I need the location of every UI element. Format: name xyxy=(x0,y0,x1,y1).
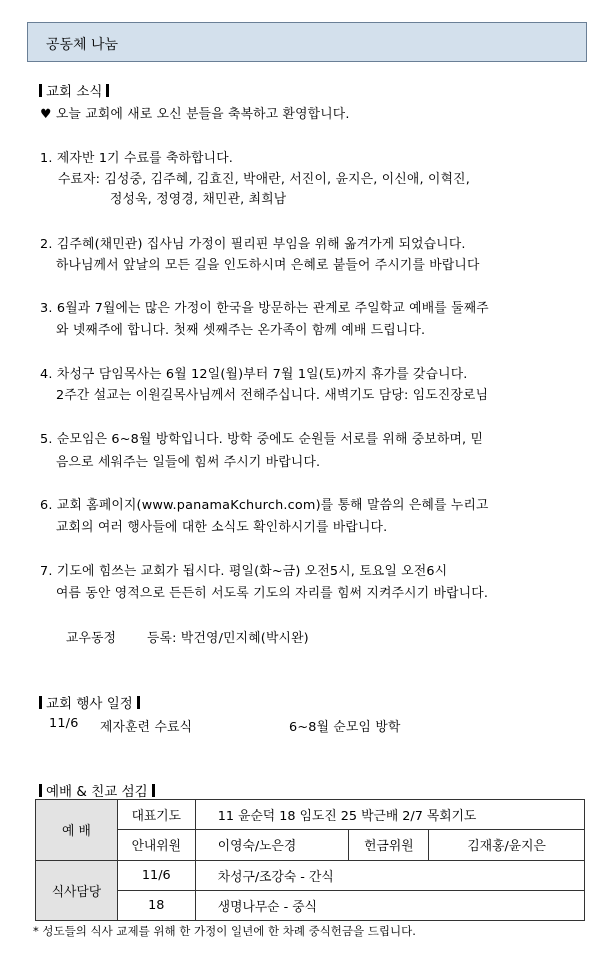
heading-bar-left xyxy=(39,696,42,709)
news-item-1-line-3: 정성욱, 정영경, 채민관, 최희남 xyxy=(110,192,287,207)
service-table xyxy=(35,799,585,921)
heading-bar-left xyxy=(39,84,42,97)
events-heading xyxy=(35,692,144,712)
page-title: 공동체 나눔 xyxy=(46,37,119,53)
welcome-text: ♥ 오늘 교회에 새로 오신 분들을 축복하고 환영합니다. xyxy=(40,107,350,122)
table-row xyxy=(36,800,585,830)
usher-value: 이영숙/노은경 xyxy=(195,830,349,860)
news-item-7-line-1: 7. 기도에 힘쓰는 교회가 됩시다. 평일(화~금) 오전5시, 토요일 오전6시 xyxy=(40,564,448,579)
news-item-2-line-1: 2. 김주혜(채민관) 집사님 가정이 필리핀 부임을 위해 옮겨가게 되었습니다. xyxy=(40,237,466,252)
news-item-3-line-1: 3. 6월과 7월에는 많은 가정이 한국을 방문하는 관계로 주일학교 예배를 둘째주 xyxy=(40,301,489,316)
heading-bar-right xyxy=(106,84,109,97)
news-heading xyxy=(35,80,113,100)
event-1: 제자훈련 수료식 xyxy=(100,720,193,735)
meal-value-2: 생명나무순 - 중식 xyxy=(195,890,584,920)
news-heading-text: 교회 소식 xyxy=(46,84,103,100)
table-row xyxy=(36,860,585,890)
news-item-6-line-1: 6. 교회 홈페이지(www.panamaKchurch.com)를 통해 말씀의 은혜를 누리고 xyxy=(40,498,489,513)
service-heading xyxy=(35,780,159,800)
meal-label: 식사담당 xyxy=(36,860,118,921)
member-news-label: 교우동정 xyxy=(66,631,117,646)
footnote: * 성도들의 식사 교제를 위해 한 가정이 일년에 한 차례 중식헌금을 드립니다. xyxy=(33,924,416,938)
news-item-2-line-2: 하나님께서 앞날의 모든 길을 인도하시며 은혜로 붙들어 주시기를 바랍니다 xyxy=(56,258,480,273)
prayer-label: 대표기도 xyxy=(117,800,195,830)
table-row xyxy=(36,890,585,920)
heading-bar-right xyxy=(152,784,155,797)
event-2: 6~8월 순모임 방학 xyxy=(289,720,401,735)
events-heading-text: 교회 행사 일정 xyxy=(46,696,133,712)
meal-date-1: 11/6 xyxy=(117,860,195,890)
member-news-text: 등록: 박건영/민지혜(박시완) xyxy=(147,631,309,646)
usher-label: 안내위원 xyxy=(117,830,195,860)
worship-label: 예 배 xyxy=(36,800,118,861)
news-item-1-line-2: 수료자: 김성중, 김주혜, 김효진, 박애란, 서진이, 윤지은, 이신애, 이혁진, xyxy=(58,172,470,187)
meal-date-2: 18 xyxy=(117,890,195,920)
news-item-6-line-2: 교회의 여러 행사들에 대한 소식도 확인하시기를 바랍니다. xyxy=(56,520,388,535)
event-date-1: 11/6 xyxy=(49,716,79,731)
page-header xyxy=(27,22,587,62)
news-item-7-line-2: 여름 동안 영적으로 든든히 서도록 기도의 자리를 힘써 지켜주시기 바랍니다. xyxy=(56,586,489,601)
news-item-4-line-2: 2주간 설교는 이원길목사님께서 전해주십니다. 새벽기도 담당: 임도진장로님 xyxy=(56,388,489,403)
offering-value: 김재홍/윤지은 xyxy=(429,830,585,860)
news-item-1-line-1: 1. 제자반 1기 수료를 축하합니다. xyxy=(40,151,234,166)
heading-bar-right xyxy=(137,696,140,709)
heading-bar-left xyxy=(39,784,42,797)
service-heading-text: 예배 & 친교 섬김 xyxy=(46,784,148,800)
meal-value-1: 차성구/조강숙 - 간식 xyxy=(195,860,584,890)
table-row xyxy=(36,830,585,860)
offering-label: 헌금위원 xyxy=(349,830,429,860)
news-item-5-line-1: 5. 순모임은 6~8월 방학입니다. 방학 중에도 순원들 서로를 위해 중보하며, 믿 xyxy=(40,432,484,447)
news-item-4-line-1: 4. 차성구 담임목사는 6월 12일(월)부터 7월 1일(토)까지 휴가를 갖습니다. xyxy=(40,367,468,382)
news-item-3-line-2: 와 넷째주에 합니다. 첫째 셋째주는 온가족이 함께 예배 드립니다. xyxy=(56,323,426,338)
prayer-value: 11 윤순덕 18 임도진 25 박근배 2/7 목회기도 xyxy=(195,800,584,830)
news-item-5-line-2: 음으로 세워주는 일들에 힘써 주시기 바랍니다. xyxy=(56,455,321,470)
